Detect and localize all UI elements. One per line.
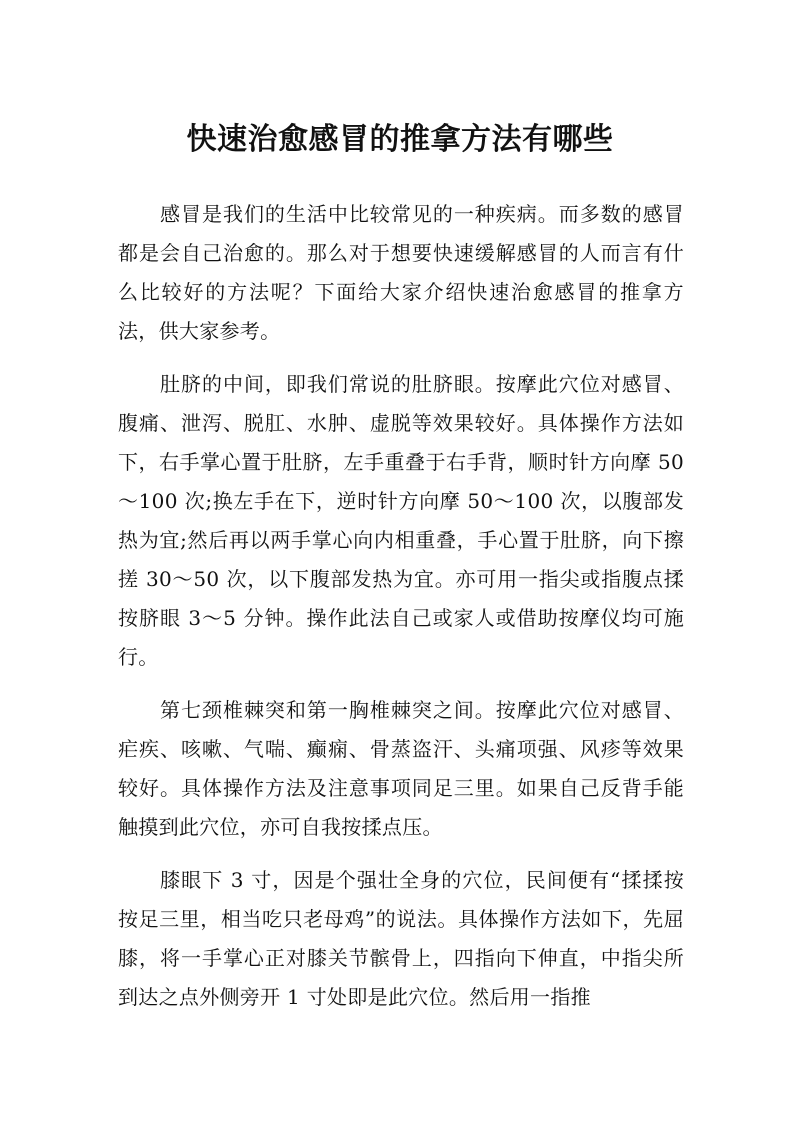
- paragraph-zusanli-point: 膝眼下 3 寸，因是个强壮全身的穴位，民间便有“揉揉按按足三里，相当吃只老母鸡”的说法。具体操作方法如下，先屈膝，将一手掌心正对膝关节髌骨上，四指向下伸直，中指尖所到达之点外侧旁开 1 寸处即是此穴位。然后用一指推: [118, 868, 684, 1009]
- page-title: 快速治愈感冒的推拿方法有哪些: [186, 122, 614, 158]
- paragraph-navel-point: 肚脐的中间，即我们常说的肚脐眼。按摩此穴位对感冒、腹痛、泄泻、脱肛、水肿、虚脱等效果较好。具体操作方法如下，右手掌心置于肚脐，左手重叠于右手背，顺时针方向摩 50～100 次;换左手在下，逆时针方向摩 50～100 次，以腹部发热为宜;然后再以两手掌心向内相重叠，手心置于肚脐，向下擦搓 30～50 次，以下腹部发热为宜。亦可用一指尖或指腹点揉按脐眼 3～5 分钟。操作此法自己或家人或借助按摩仪均可施行。: [118, 372, 684, 669]
- paragraph-intro: 感冒是我们的生活中比较常见的一种疾病。而多数的感冒都是会自己治愈的。那么对于想要快速缓解感冒的人而言有什么比较好的方法呢？下面给大家介绍快速治愈感冒的推拿方法，供大家参考。: [118, 202, 684, 343]
- paragraph-dazhui-point: 第七颈椎棘突和第一胸椎棘突之间。按摩此穴位对感冒、疟疾、咳嗽、气喘、癫痫、骨蒸盗汗、头痛项强、风疹等效果较好。具体操作方法及注意事项同足三里。如果自己反背手能触摸到此穴位，亦可自我按揉点压。: [118, 698, 684, 839]
- article-body: [118, 195, 684, 1031]
